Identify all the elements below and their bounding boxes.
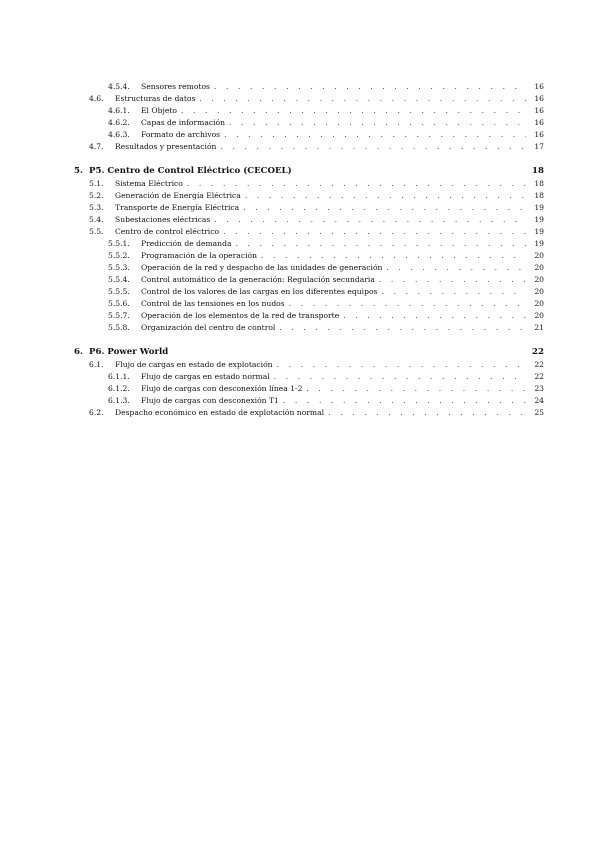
- toc-entry[interactable]: [74, 322, 544, 334]
- toc-entry-title: Sensores remotos: [141, 82, 210, 91]
- toc-leader: [381, 286, 526, 298]
- toc-leader: [181, 105, 526, 117]
- toc-entry-title: Flujo de cargas en estado de explotación: [115, 360, 273, 369]
- toc-chapter-6[interactable]: [74, 345, 544, 359]
- toc-entry-title: Operación de la red y despacho de las unidades de generación: [141, 263, 383, 272]
- toc-entry-number: 6.1.3.: [108, 396, 130, 405]
- toc-entry[interactable]: [74, 274, 544, 286]
- toc-entry-title: Operación de los elementos de la red de transporte: [141, 311, 340, 320]
- toc-leader: [224, 129, 526, 141]
- toc-entry-number: 5.5.7.: [108, 311, 130, 320]
- toc-entry-title: Centro de control eléctrico: [115, 227, 220, 236]
- toc-entry-page: 16: [534, 82, 544, 91]
- toc-chapter-title: P5. Centro de Control Eléctrico (CECOEL): [89, 166, 292, 176]
- toc-entry-page: 22: [534, 360, 544, 369]
- toc-entry-number: 5.5.: [89, 227, 104, 236]
- toc-leader: [343, 310, 526, 322]
- toc-leader: [261, 250, 526, 262]
- toc-entry-title: Subestaciones eléctricas: [115, 215, 211, 224]
- toc-leader: [289, 298, 526, 310]
- toc-entry[interactable]: [74, 178, 544, 190]
- toc-entry-number: 5.3.: [89, 203, 104, 212]
- toc-entry[interactable]: [74, 93, 544, 105]
- toc-entry[interactable]: [74, 202, 544, 214]
- toc-entry-number: 4.6.3.: [108, 130, 130, 139]
- toc-entry-page: 19: [534, 227, 544, 236]
- toc-entry[interactable]: [74, 359, 544, 371]
- toc-entry-page: 20: [534, 311, 544, 320]
- toc-entry-number: 5.5.8.: [108, 323, 130, 332]
- toc-group-chapter-5: [74, 178, 544, 334]
- toc-entry-number: 5.2.: [89, 191, 104, 200]
- toc-leader: [229, 117, 526, 129]
- toc-leader: [245, 190, 526, 202]
- toc-entry-page: 18: [534, 179, 544, 188]
- toc-leader: [223, 226, 526, 238]
- toc-leader: [274, 371, 526, 383]
- toc-entry[interactable]: [74, 407, 544, 419]
- toc-entry-page: 16: [534, 94, 544, 103]
- toc-entry[interactable]: [74, 286, 544, 298]
- toc-leader: [243, 202, 526, 214]
- toc-leader: [220, 141, 526, 153]
- toc-entry[interactable]: [74, 214, 544, 226]
- table-of-contents: [74, 81, 544, 419]
- toc-entry-title: Transporte de Energía Eléctrica: [115, 203, 240, 212]
- toc-entry-page: 16: [534, 118, 544, 127]
- toc-entry-number: 5.4.: [89, 215, 104, 224]
- toc-entry-title: Programación de la operación: [141, 251, 257, 260]
- toc-entry-number: 6.1.: [89, 360, 104, 369]
- toc-entry-title: Organización del centro de control: [141, 323, 276, 332]
- toc-entry-title: Flujo de cargas con desconexión T1: [141, 396, 279, 405]
- toc-leader: [277, 359, 526, 371]
- toc-group-chapter-6: [74, 359, 544, 419]
- toc-entry[interactable]: [74, 190, 544, 202]
- toc-entry[interactable]: [74, 117, 544, 129]
- toc-entry-number: 4.6.: [89, 94, 104, 103]
- toc-entry-page: 25: [534, 408, 544, 417]
- toc-group-section-4: [74, 81, 544, 153]
- toc-entry-page: 18: [534, 191, 544, 200]
- toc-entry-title: Estructuras de datos: [115, 94, 196, 103]
- toc-entry-number: 6.1.2.: [108, 384, 130, 393]
- toc-chapter-number: 6.: [74, 347, 83, 357]
- toc-entry-title: El Objeto: [141, 106, 177, 115]
- toc-leader: [199, 93, 526, 105]
- toc-entry-number: 5.5.2.: [108, 251, 130, 260]
- toc-entry-page: 21: [534, 323, 544, 332]
- toc-entry-number: 5.5.3.: [108, 263, 130, 272]
- toc-entry[interactable]: [74, 298, 544, 310]
- toc-entry-page: 16: [534, 130, 544, 139]
- toc-entry-number: 4.6.2.: [108, 118, 130, 127]
- toc-chapter-page: 18: [532, 166, 544, 176]
- toc-entry-page: 20: [534, 287, 544, 296]
- toc-leader: [386, 262, 526, 274]
- toc-entry[interactable]: [74, 371, 544, 383]
- toc-entry[interactable]: [74, 250, 544, 262]
- toc-entry-number: 5.5.5.: [108, 287, 130, 296]
- toc-entry-page: 22: [534, 372, 544, 381]
- toc-chapter-number: 5.: [74, 166, 83, 176]
- toc-entry-number: 4.7.: [89, 142, 104, 151]
- toc-leader: [187, 178, 526, 190]
- toc-entry-number: 5.1.: [89, 179, 104, 188]
- toc-entry[interactable]: [74, 395, 544, 407]
- toc-entry-page: 19: [534, 239, 544, 248]
- toc-entry-number: 6.2.: [89, 408, 104, 417]
- toc-entry[interactable]: [74, 262, 544, 274]
- toc-entry-page: 20: [534, 263, 544, 272]
- toc-chapter-5[interactable]: [74, 164, 544, 178]
- toc-entry-title: Capas de información: [141, 118, 226, 127]
- toc-entry[interactable]: [74, 238, 544, 250]
- toc-entry-title: Resultados y presentación: [115, 142, 217, 151]
- toc-leader: [214, 81, 526, 93]
- toc-entry-number: 6.1.1.: [108, 372, 130, 381]
- toc-chapter-title: P6. Power World: [89, 347, 169, 357]
- toc-leader: [306, 383, 526, 395]
- toc-leader: [379, 274, 526, 286]
- toc-leader: [214, 214, 526, 226]
- toc-leader: [235, 238, 526, 250]
- toc-entry-page: 24: [534, 396, 544, 405]
- toc-entry-title: Formato de archivos: [141, 130, 221, 139]
- toc-leader: [328, 407, 526, 419]
- toc-entry-title: Generación de Energía Eléctrica: [115, 191, 241, 200]
- toc-entry[interactable]: [74, 226, 544, 238]
- toc-entry-page: 19: [534, 215, 544, 224]
- toc-entry-title: Control de los valores de las cargas en los diferentes equipos: [141, 287, 378, 296]
- toc-entry-page: 20: [534, 275, 544, 284]
- toc-entry[interactable]: [74, 129, 544, 141]
- toc-entry-page: 19: [534, 203, 544, 212]
- toc-entry-number: 4.6.1.: [108, 106, 130, 115]
- toc-chapter-page: 22: [532, 347, 544, 357]
- toc-entry-title: Predicción de demanda: [141, 239, 232, 248]
- toc-entry-page: 16: [534, 106, 544, 115]
- toc-leader: [283, 395, 526, 407]
- toc-entry-page: 17: [534, 142, 544, 151]
- toc-entry[interactable]: [74, 81, 544, 93]
- toc-entry-number: 5.5.6.: [108, 299, 130, 308]
- toc-entry-number: 5.5.4.: [108, 275, 130, 284]
- toc-entry-title: Sistema Eléctrico: [115, 179, 183, 188]
- toc-entry[interactable]: [74, 383, 544, 395]
- toc-entry-title: Despacho económico en estado de explotación normal: [115, 408, 325, 417]
- toc-leader: [279, 322, 526, 334]
- toc-entry[interactable]: [74, 141, 544, 153]
- toc-entry-title: Control de las tensiones en los nudos: [141, 299, 285, 308]
- toc-entry-number: 5.5.1.: [108, 239, 130, 248]
- toc-entry-title: Flujo de cargas en estado normal: [141, 372, 270, 381]
- toc-entry[interactable]: [74, 310, 544, 322]
- toc-entry-title: Control automático de la generación: Regulación secundaria: [141, 275, 375, 284]
- toc-entry-title: Flujo de cargas con desconexión línea 1-2: [141, 384, 303, 393]
- toc-entry-number: 4.5.4.: [108, 82, 130, 91]
- toc-entry-page: 20: [534, 299, 544, 308]
- toc-entry-page: 20: [534, 251, 544, 260]
- toc-entry[interactable]: [74, 105, 544, 117]
- toc-entry-page: 23: [534, 384, 544, 393]
